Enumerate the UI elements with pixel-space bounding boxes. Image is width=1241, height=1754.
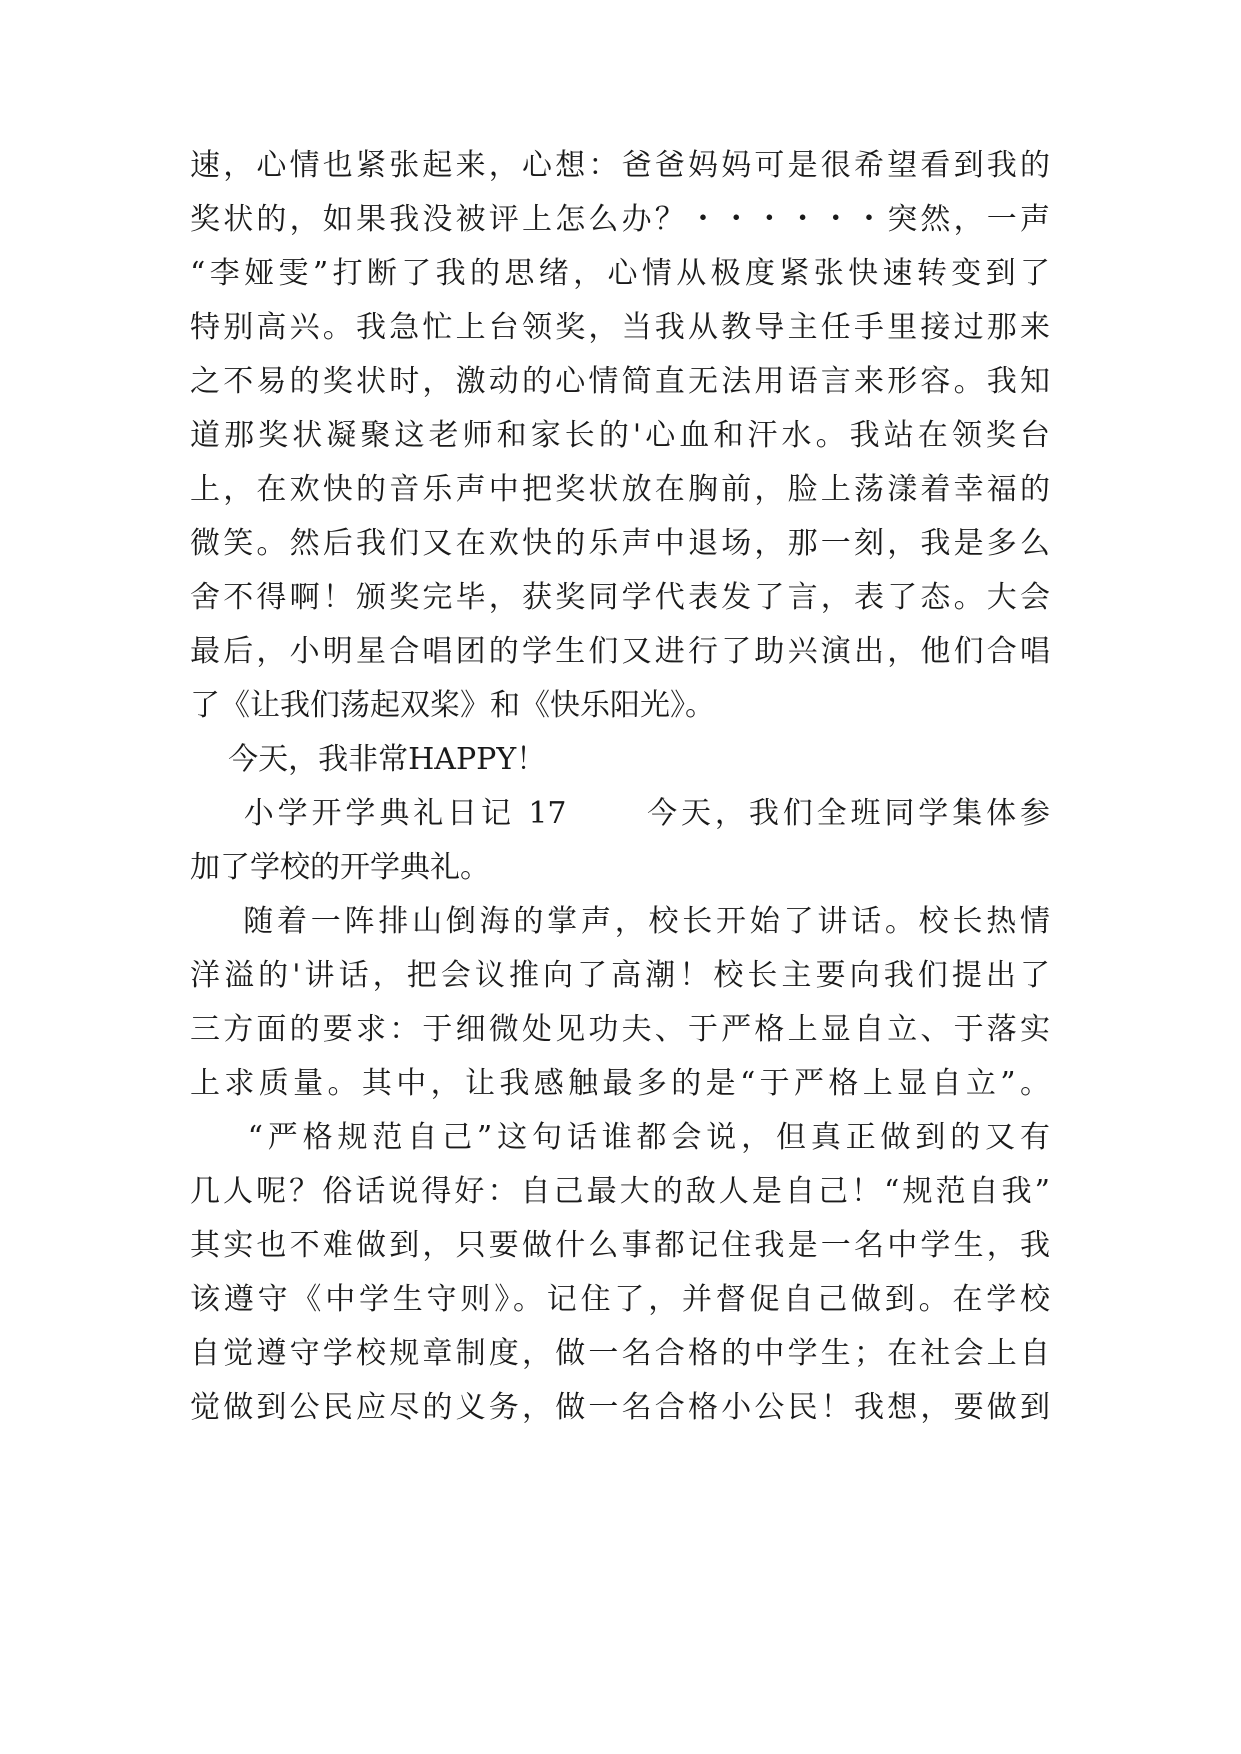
text-line: 上，在欢快的音乐声中把奖状放在胸前，脸上荡漾着幸福的	[190, 472, 1050, 507]
text-line: 其实也不难做到，只要做什么事都记住我是一名中学生，我	[190, 1228, 1050, 1263]
text-line: 觉做到公民应尽的义务，做一名合格小公民！我想，要做到	[190, 1390, 1050, 1425]
text-line: 几人呢？俗话说得好：自己最大的敌人是自己！“规范自我”	[190, 1174, 1050, 1209]
text-line: “李娅雯”打断了我的思绪，心情从极度紧张快速转变到了	[190, 256, 1050, 291]
text-line: 加了学校的开学典礼。	[190, 850, 490, 885]
text-line: 小学开学典礼日记 17 今天，我们全班同学集体参	[190, 796, 1050, 831]
text-line: “严格规范自己”这句话谁都会说，但真正做到的又有	[190, 1120, 1050, 1155]
text-line: 特别高兴。我急忙上台领奖，当我从教导主任手里接过那来	[190, 310, 1050, 345]
text-line: 速，心情也紧张起来，心想：爸爸妈妈可是很希望看到我的	[190, 148, 1050, 183]
text-line: 自觉遵守学校规章制度，做一名合格的中学生；在社会上自	[190, 1336, 1050, 1371]
text-line: 今天，我非常HAPPY！	[190, 742, 547, 777]
text-line: 舍不得啊！颁奖完毕，获奖同学代表发了言，表了态。大会	[190, 580, 1050, 615]
text-line: 最后，小明星合唱团的学生们又进行了助兴演出，他们合唱	[190, 634, 1050, 669]
text-line: 道那奖状凝聚这老师和家长的'心血和汗水。我站在领奖台	[190, 418, 1050, 453]
text-line: 奖状的，如果我没被评上怎么办？・・・・・・突然，一声	[190, 202, 1050, 237]
text-line: 微笑。然后我们又在欢快的乐声中退场，那一刻，我是多么	[190, 526, 1050, 561]
text-line: 上求质量。其中，让我感触最多的是“于严格上显自立”。	[190, 1066, 1050, 1101]
text-line: 随着一阵排山倒海的掌声，校长开始了讲话。校长热情	[190, 904, 1050, 939]
text-line: 之不易的奖状时，激动的心情简直无法用语言来形容。我知	[190, 364, 1050, 399]
text-line: 了《让我们荡起双桨》和《快乐阳光》。	[190, 688, 715, 723]
text-line: 三方面的要求：于细微处见功夫、于严格上显自立、于落实	[190, 1012, 1050, 1047]
text-line: 洋溢的'讲话，把会议推向了高潮！校长主要向我们提出了	[190, 958, 1050, 993]
text-line: 该遵守《中学生守则》。记住了，并督促自己做到。在学校	[190, 1282, 1050, 1317]
